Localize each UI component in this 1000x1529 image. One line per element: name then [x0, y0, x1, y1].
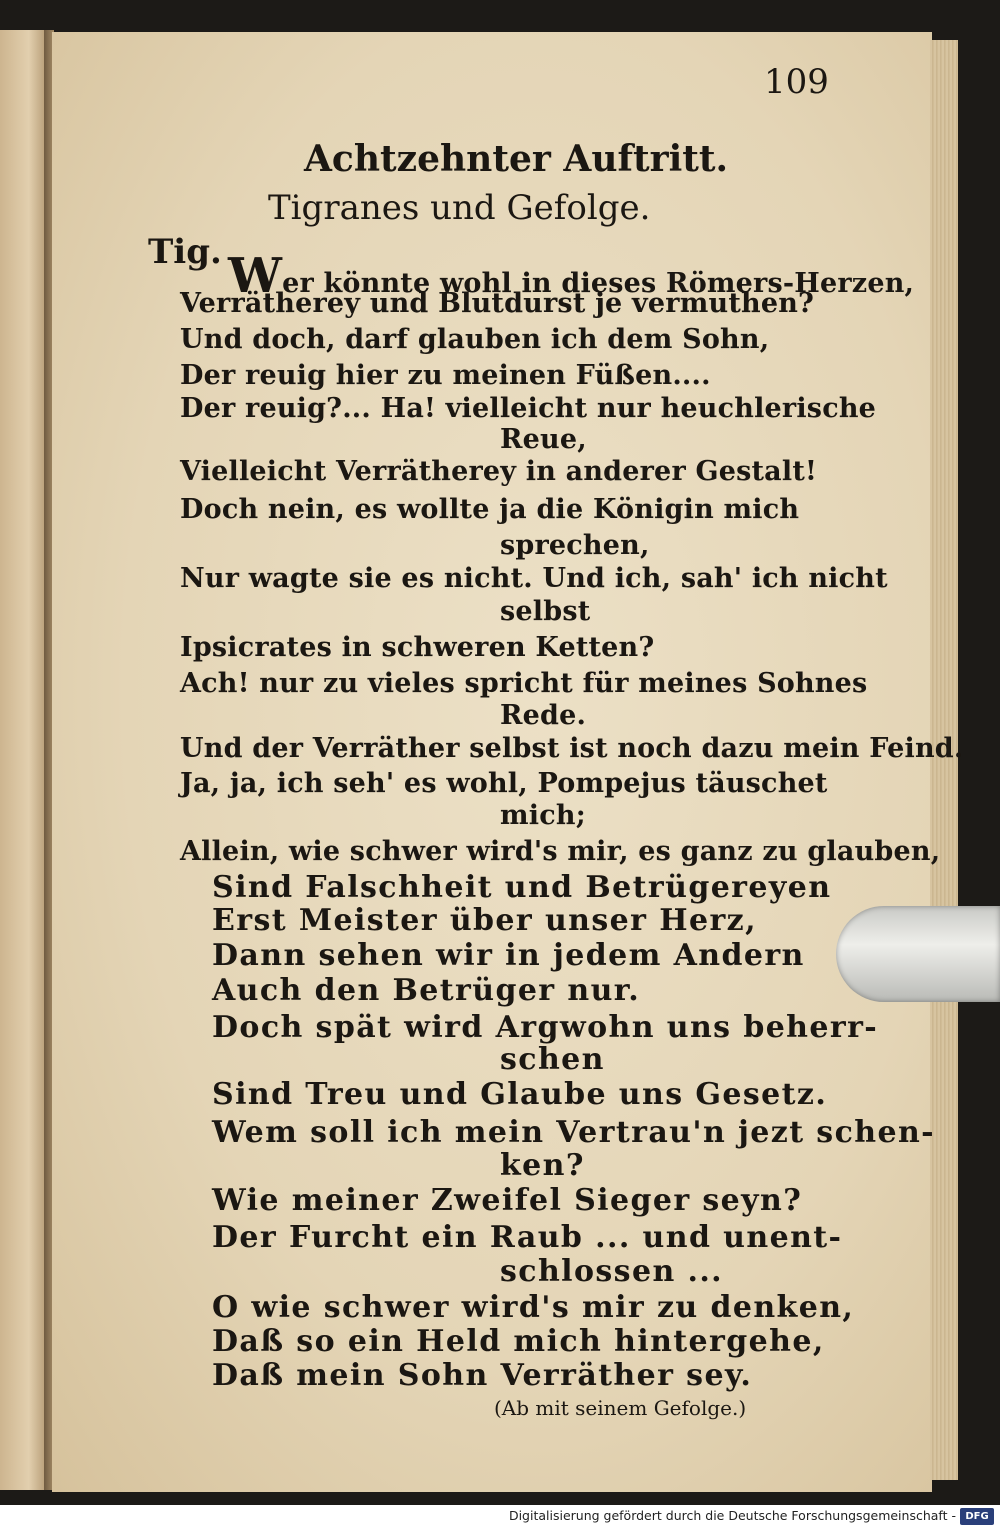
- funding-notice: Digitalisierung gefördert durch die Deutsche Forschungsgemeinschaft -: [508, 1508, 956, 1523]
- page-number: 109: [764, 62, 829, 102]
- song-line-continuation: schlossen ...: [500, 1254, 724, 1289]
- song-line: Wem soll ich mein Vertrau'n jezt schen-: [212, 1115, 936, 1150]
- scene-title: Achtzehnter Auftritt.: [304, 138, 729, 180]
- verse-line: Doch nein, es wollte ja die Königin mich: [180, 494, 800, 525]
- song-line: Wie meiner Zweifel Sieger seyn?: [212, 1183, 803, 1218]
- drop-cap-initial: W: [228, 248, 283, 304]
- page-clip: [836, 906, 1000, 1002]
- verse-line: Ja, ja, ich seh' es wohl, Pompejus täuschet: [180, 768, 828, 799]
- song-line: Sind Falschheit und Betrügereyen: [212, 870, 832, 905]
- verse-line: Ach! nur zu vieles spricht für meines Sohnes: [180, 668, 868, 699]
- verse-line: Allein, wie schwer wird's mir, es ganz zu glauben,: [180, 836, 941, 867]
- song-line: Der Furcht ein Raub ... und unent-: [212, 1220, 843, 1255]
- verse-line: Vielleicht Verrätherey in anderer Gestalt!: [180, 456, 818, 487]
- verse-line: Ipsicrates in schweren Ketten?: [180, 632, 655, 663]
- song-line: Dann sehen wir in jedem Andern: [212, 938, 805, 973]
- song-line: O wie schwer wird's mir zu denken,: [212, 1290, 855, 1325]
- dfg-logo-icon: DFG: [960, 1508, 994, 1525]
- song-line: Erst Meister über unser Herz,: [212, 903, 757, 938]
- song-line-continuation: schen: [500, 1042, 605, 1077]
- verse-line: Und doch, darf glauben ich dem Sohn,: [180, 324, 770, 355]
- verse-line: Verrätherey und Blutdurst je vermuthen?: [180, 288, 815, 319]
- verse-line: Der reuig hier zu meinen Füßen....: [180, 360, 711, 391]
- verse-line-continuation: sprechen,: [500, 530, 650, 561]
- verse-line-continuation: selbst: [500, 596, 591, 627]
- verse-line-continuation: Reue,: [500, 424, 587, 455]
- stage-direction: (Ab mit seinem Gefolge.): [494, 1396, 747, 1420]
- verse-line-continuation: Rede.: [500, 700, 587, 731]
- verse-line: Und der Verräther selbst ist noch dazu mein Feind.: [180, 733, 964, 764]
- song-line: Daß so ein Held mich hintergehe,: [212, 1324, 825, 1359]
- song-line: Sind Treu und Glaube uns Gesetz.: [212, 1077, 828, 1112]
- verse-line: Nur wagte sie es nicht. Und ich, sah' ich nicht: [180, 563, 888, 594]
- song-line: Daß mein Sohn Verräther sey.: [212, 1358, 753, 1393]
- facing-page-edge: [0, 30, 48, 1490]
- footer-bar: [0, 1505, 1000, 1529]
- verse-line: Der reuig?... Ha! vielleicht nur heuchlerische: [180, 393, 877, 424]
- song-line: Auch den Betrüger nur.: [212, 973, 641, 1008]
- verse-line-first-text: er könnte wohl in dieses Römers-Herzen,: [282, 268, 915, 299]
- scene-characters: Tigranes und Gefolge.: [268, 188, 651, 228]
- speaker-label: Tig.: [148, 232, 222, 272]
- song-line-continuation: ken?: [500, 1148, 585, 1183]
- song-line: Doch spät wird Argwohn uns beherr-: [212, 1010, 879, 1045]
- verse-line-continuation: mich;: [500, 800, 586, 831]
